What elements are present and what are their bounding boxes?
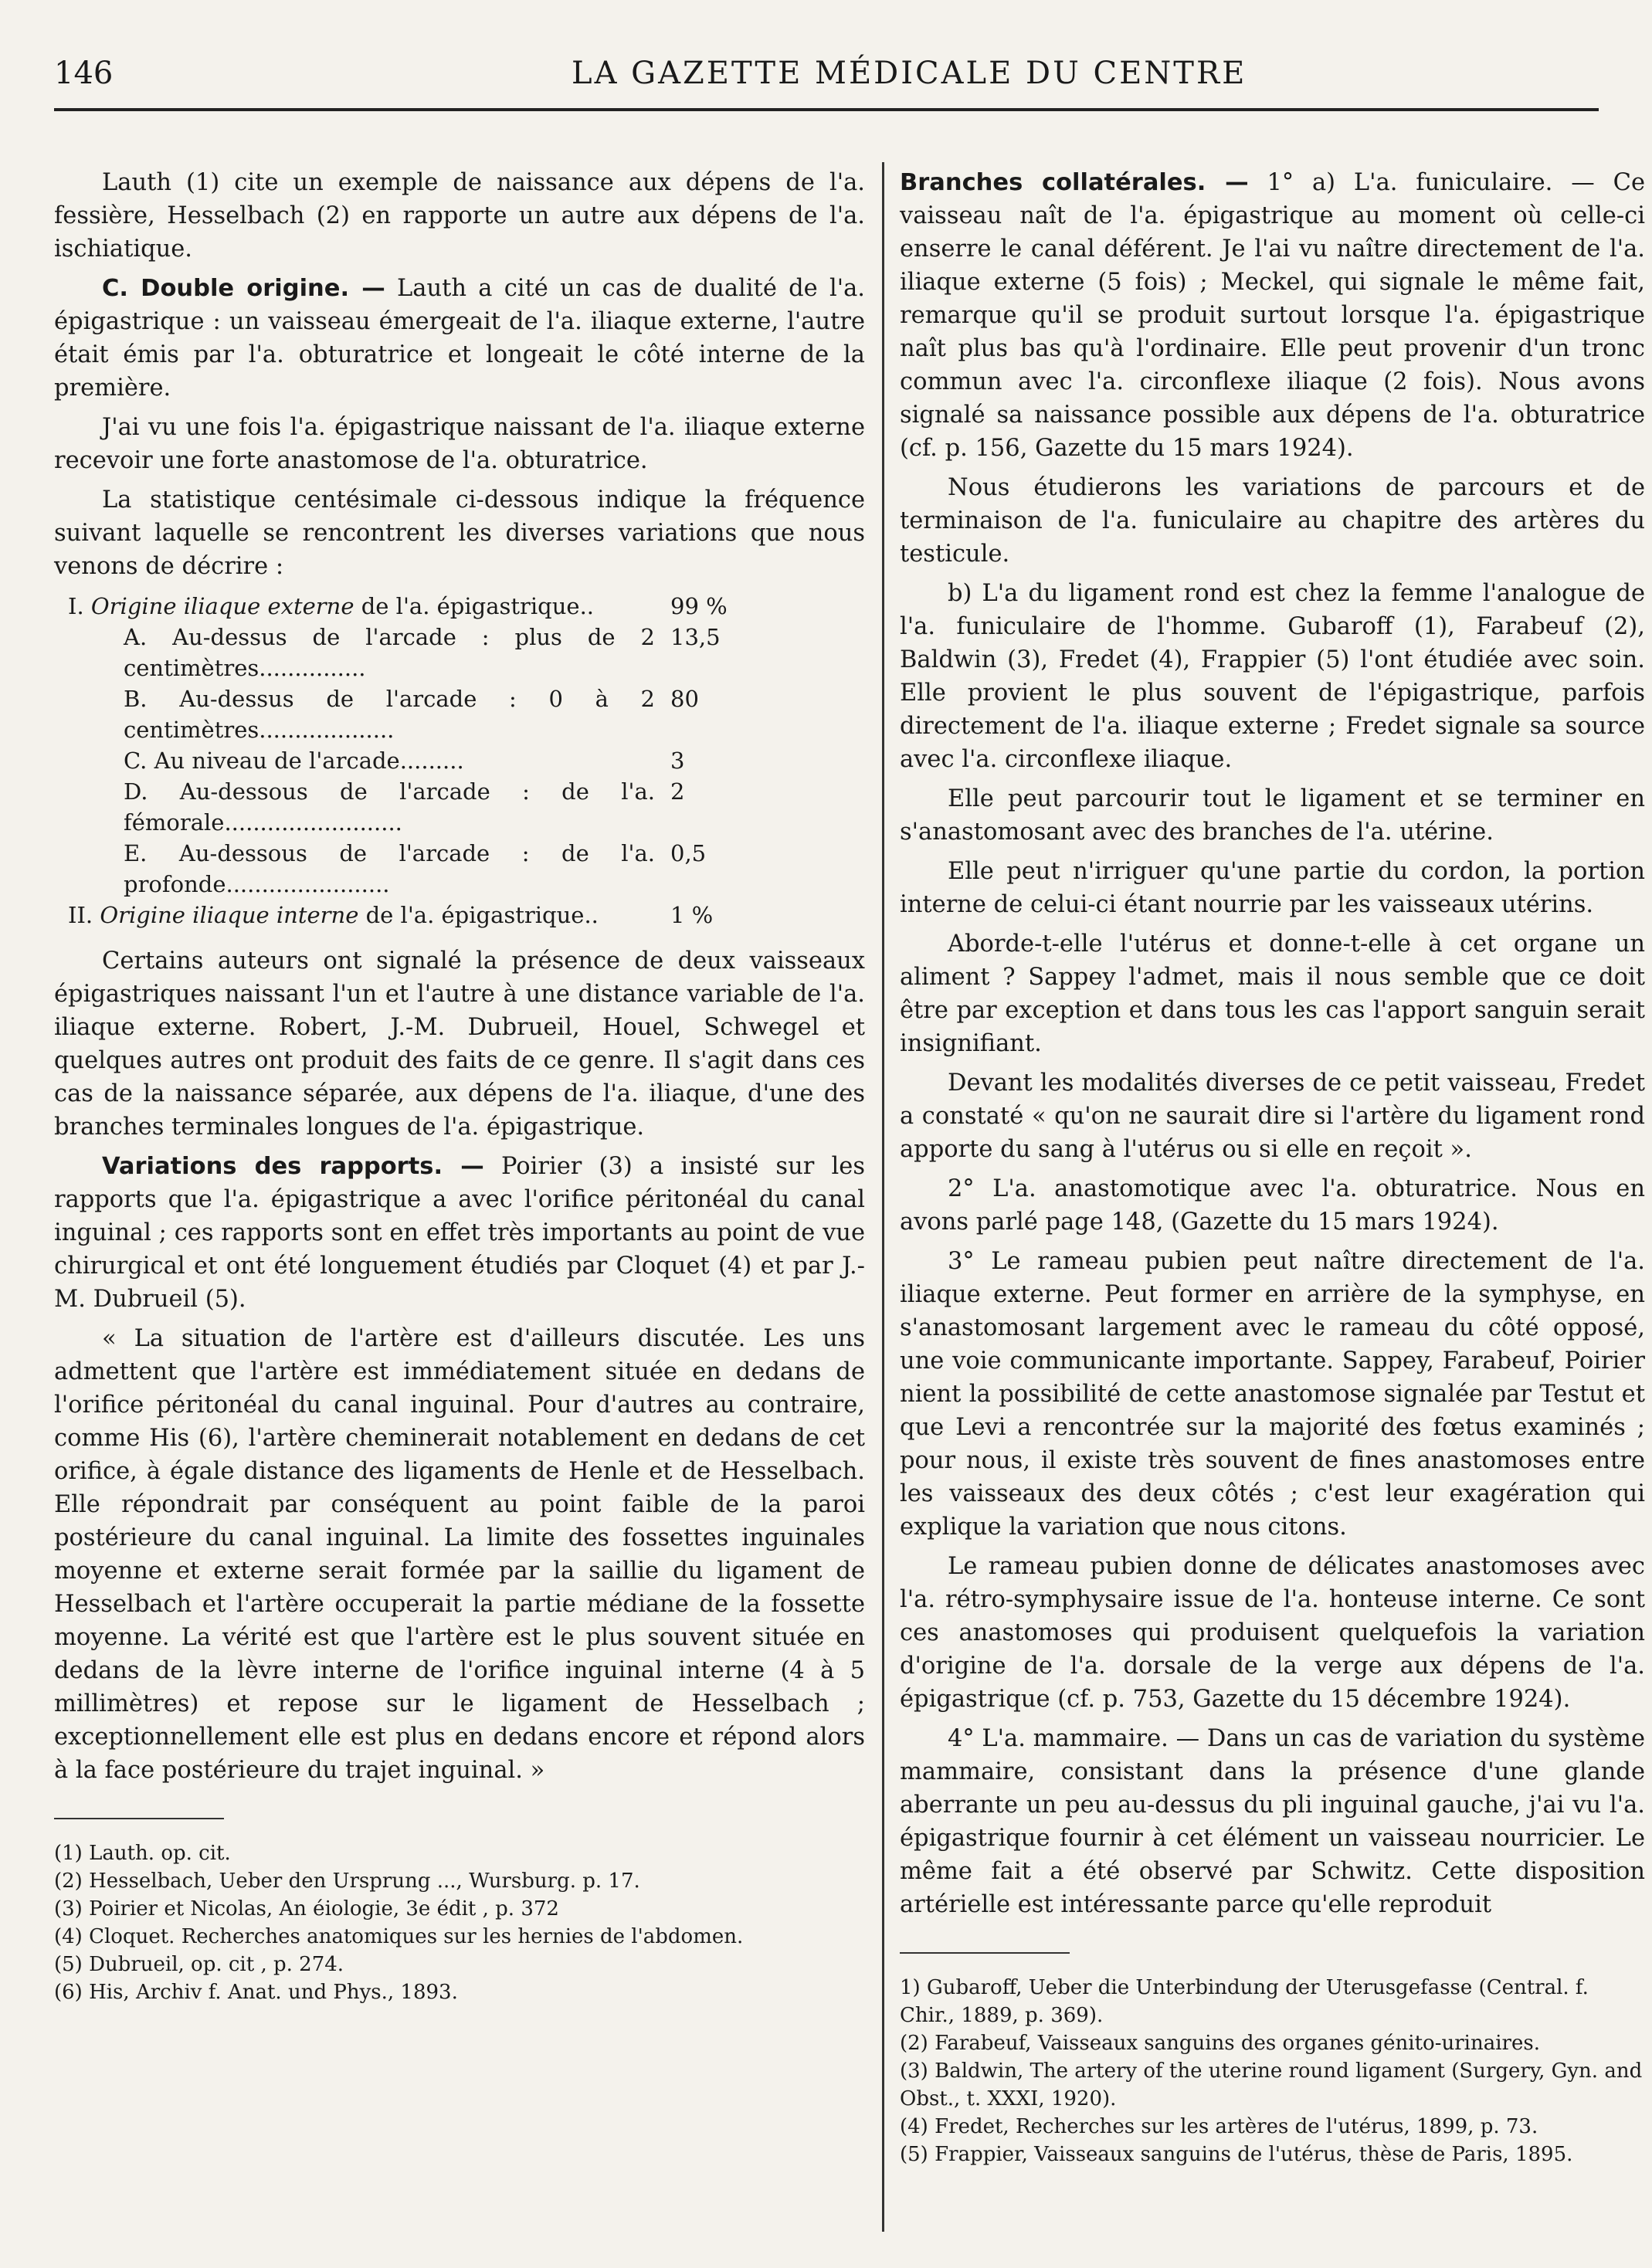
- row-italic-label: Origine iliaque interne: [100, 902, 359, 928]
- table-row-label: A. Au-dessus de l'arcade : plus de 2 centimètres...............: [124, 624, 655, 681]
- paragraph: Elle peut parcourir tout le ligament et se terminer en s'anastomosant avec des branches de l'a. utérine.: [900, 785, 1645, 846]
- left-column: [54, 166, 865, 2006]
- paragraph-text: Poirier (3) a insisté sur les rapports que l'a. épigastrique a avec l'orifice péritonéal du canal inguinal ; ces rapports sont en effet très importants au point de vue chirurgical et ont été longuement étudiés par Cloquet (4) et par J.-M. Dubrueil (5).: [54, 1153, 865, 1313]
- footnote: (6) His, Archiv f. Anat. und Phys., 1893.: [54, 1981, 458, 2004]
- table-row-value: 99 %: [670, 593, 728, 619]
- footnote-rule: [900, 1952, 1070, 1954]
- paragraph: 2° L'a. anastomotique avec l'a. obturatrice. Nous en avons parlé page 148, (Gazette du 15 mars 1924).: [900, 1175, 1645, 1236]
- table-row-value: 2: [670, 778, 685, 805]
- table-row: [54, 838, 865, 900]
- table-row-label: [68, 900, 655, 931]
- column-divider: [882, 162, 884, 2232]
- row-prefix: II.: [68, 902, 93, 928]
- paragraph: Le rameau pubien donne de délicates anastomoses avec l'a. rétro-symphysaire issue de l'a. honteuse interne. Ce sont ces anastomoses qui produisent quelquefois la variation d'origine de l'a. dorsale de la verge aux dépens de l'a. épigastrique (cf. p. 753, Gazette du 15 décembre 1924).: [900, 1553, 1645, 1713]
- statistics-table: [54, 591, 865, 931]
- footnote: (5) Dubrueil, op. cit , p. 274.: [54, 1953, 344, 1976]
- footnote: (5) Frappier, Vaisseaux sanguins de l'utérus, thèse de Paris, 1895.: [900, 2143, 1573, 2166]
- footnote: (4) Cloquet. Recherches anatomiques sur les hernies de l'abdomen.: [54, 1925, 744, 1948]
- footnote: (2) Farabeuf, Vaisseaux sanguins des organes génito-urinaires.: [900, 2032, 1540, 2055]
- paragraph-text: Lauth a cité un cas de dualité de l'a. épigastrique : un vaisseau émergeait de l'a. iliaque externe, l'autre était émis par l'a. obturatrice et longeait le côté interne de la première.: [54, 275, 865, 402]
- paragraph: [54, 272, 865, 405]
- paragraph: Aborde-t-elle l'utérus et donne-t-elle à cet organe un aliment ? Sappey l'admet, mais il nous semble que ce doit être par exception et dans tous les cas l'apport sanguin serait insignifiant.: [900, 931, 1645, 1057]
- footnote-rule: [54, 1818, 224, 1819]
- table-row: [54, 776, 865, 838]
- footnote: (2) Hesselbach, Ueber den Ursprung ..., Wursburg. p. 17.: [54, 1870, 640, 1893]
- footnotes-right: [900, 1974, 1645, 2168]
- table-row-value: 0,5: [670, 840, 707, 866]
- footnote: (3) Poirier et Nicolas, An éiologie, 3e édit , p. 372: [54, 1897, 559, 1921]
- paragraph: La statistique centésimale ci-dessous indique la fréquence suivant laquelle se rencontrent les diverses variations que nous venons de décrire :: [54, 486, 865, 580]
- paragraph: [54, 1150, 865, 1316]
- table-row: [54, 900, 865, 931]
- footnote: 1) Gubaroff, Ueber die Unterbindung der Uterusgefasse (Central. f. Chir., 1889, p. 369).: [900, 1976, 1589, 2027]
- table-row-label: D. Au-dessous de l'arcade : de l'a. fémorale.........................: [124, 778, 655, 836]
- row-label-rest: de l'a. épigastrique..: [358, 902, 599, 928]
- section-heading: C. Double origine. —: [102, 275, 385, 302]
- footnote: (4) Fredet, Recherches sur les artères de l'utérus, 1899, p. 73.: [900, 2115, 1538, 2138]
- footnotes-left: [54, 1839, 865, 2006]
- header-rule: [54, 108, 1599, 111]
- page-header: [54, 56, 1599, 102]
- footnote: (3) Baldwin, The artery of the uterine round ligament (Surgery, Gyn. and Obst., t. XXXI, 1920).: [900, 2060, 1643, 2110]
- table-row: [54, 745, 865, 776]
- paragraph: Nous étudierons les variations de parcours et de terminaison de l'a. funiculaire au chapitre des artères du testicule.: [900, 474, 1645, 568]
- paragraph-text: 1° a) L'a. funiculaire. — Ce vaisseau naît de l'a. épigastrique au moment où celle-ci enserre le canal déférent. Je l'ai vu naître directement de l'a. iliaque externe (5 fois) ; Meckel, qui signale le même fait, remarque qu'il se produit surtout lorsque l'a. épigastrique naît plus bas qu'à l'ordinaire. Elle peut provenir d'un tronc commun avec l'a. circonflexe iliaque (2 fois). Nous avons signalé sa naissance possible aux dépens de l'a. obturatrice (cf. p. 156, Gazette du 15 mars 1924).: [900, 169, 1645, 462]
- paragraph: Devant les modalités diverses de ce petit vaisseau, Fredet a constaté « qu'on ne saurait dire si l'artère du ligament rond apporte du sang à l'utérus ou si elle en reçoit ».: [900, 1070, 1645, 1163]
- table-row-label: B. Au-dessus de l'arcade : 0 à 2 centimètres...................: [124, 686, 655, 743]
- paragraph: 3° Le rameau pubien peut naître directement de l'a. iliaque externe. Peut former en arrière de la symphyse, en s'anastomosant largement avec le rameau du côté opposé, une voie communicante importante. Sappey, Farabeuf, Poirier nient la possibilité de cette anastomose signalée par Testut et que Levi a rencontrée sur la majorité des fœtus examinés ; pour nous, il existe très souvent de fines anastomoses entre les vaisseaux des deux côtés ; c'est leur exagération qui explique la variation que nous citons.: [900, 1248, 1645, 1541]
- section-heading: Variations des rapports. —: [102, 1153, 484, 1180]
- paragraph: 4° L'a. mammaire. — Dans un cas de variation du système mammaire, consistant dans la présence d'une glande aberrante un peu au-dessus du pli inguinal gauche, j'ai vu l'a. épigastrique fournir à cet élément un vaisseau nourricier. Le même fait a été observé par Schwitz. Cette disposition artérielle est intéressante parce qu'elle reproduit: [900, 1725, 1645, 1918]
- table-row: [54, 591, 865, 622]
- section-heading: Branches collatérales. —: [900, 169, 1249, 196]
- right-column: [900, 166, 1645, 2168]
- paragraph: J'ai vu une fois l'a. épigastrique naissant de l'a. iliaque externe recevoir une forte anastomose de l'a. obturatrice.: [54, 414, 865, 474]
- table-row-label: C. Au niveau de l'arcade.........: [124, 748, 464, 774]
- paragraph: [900, 166, 1645, 465]
- footnote: (1) Lauth. op. cit.: [54, 1842, 231, 1865]
- table-row-label: E. Au-dessous de l'arcade : de l'a. profonde.......................: [124, 840, 655, 897]
- paragraph: Lauth (1) cite un exemple de naissance aux dépens de l'a. fessière, Hesselbach (2) en rapporte un autre aux dépens de l'a. ischiatique.: [54, 169, 865, 263]
- row-italic-label: Origine iliaque externe: [90, 593, 354, 619]
- table-row-label: [68, 591, 655, 622]
- table-row-value: 3: [670, 748, 685, 774]
- page-number: 146: [54, 56, 114, 91]
- paragraph: « La situation de l'artère est d'ailleurs discutée. Les uns admettent que l'artère est immédiatement située en dedans de l'orifice péritonéal du canal inguinal. Pour d'autres au contraire, comme His (6), l'artère cheminerait notablement en dedans de cet orifice, à égale distance des ligaments de Henle et de Hesselbach. Elle répondrait par conséquent au point faible de la paroi postérieure du canal inguinal. La limite des fossettes inguinales moyenne et externe serait formée par la saillie du ligament de Hesselbach et l'artère occuperait la partie médiane de la fossette moyenne. La vérité est que l'artère est le plus souvent située en dedans de la lèvre interne de l'orifice inguinal interne (4 à 5 millimètres) et repose sur le ligament de Hesselbach ; exceptionnellement elle est plus en dedans encore et répond alors à la face postérieure du trajet inguinal. »: [54, 1325, 865, 1784]
- row-label-rest: de l'a. épigastrique..: [354, 593, 595, 619]
- table-row: [54, 622, 865, 683]
- table-row-value: 80: [670, 686, 699, 712]
- table-row-value: 13,5: [670, 624, 721, 650]
- paragraph: Elle peut n'irriguer qu'une partie du cordon, la portion interne de celui-ci étant nourrie par les vaisseaux utérins.: [900, 858, 1645, 918]
- journal-title: LA GAZETTE MÉDICALE DU CENTRE: [572, 56, 1247, 91]
- row-prefix: I.: [68, 593, 84, 619]
- table-row-value: 1 %: [670, 902, 714, 928]
- paragraph: b) L'a du ligament rond est chez la femme l'analogue de l'a. funiculaire de l'homme. Gubaroff (1), Farabeuf (2), Baldwin (3), Fredet (4), Frappier (5) l'ont étudiée avec soin. Elle provient le plus souvent de l'épigastrique, parfois directement de l'a. iliaque externe ; Fredet signale sa source avec l'a. circonflexe iliaque.: [900, 580, 1645, 773]
- paragraph: Certains auteurs ont signalé la présence de deux vaisseaux épigastriques naissant l'un et l'autre à une distance variable de l'a. iliaque externe. Robert, J.-M. Dubrueil, Houel, Schwegel et quelques autres ont produit des faits de ce genre. Il s'agit dans ces cas de la naissance séparée, aux dépens de l'a. iliaque, d'une des branches terminales longues de l'a. épigastrique.: [54, 948, 865, 1141]
- table-row: [54, 683, 865, 745]
